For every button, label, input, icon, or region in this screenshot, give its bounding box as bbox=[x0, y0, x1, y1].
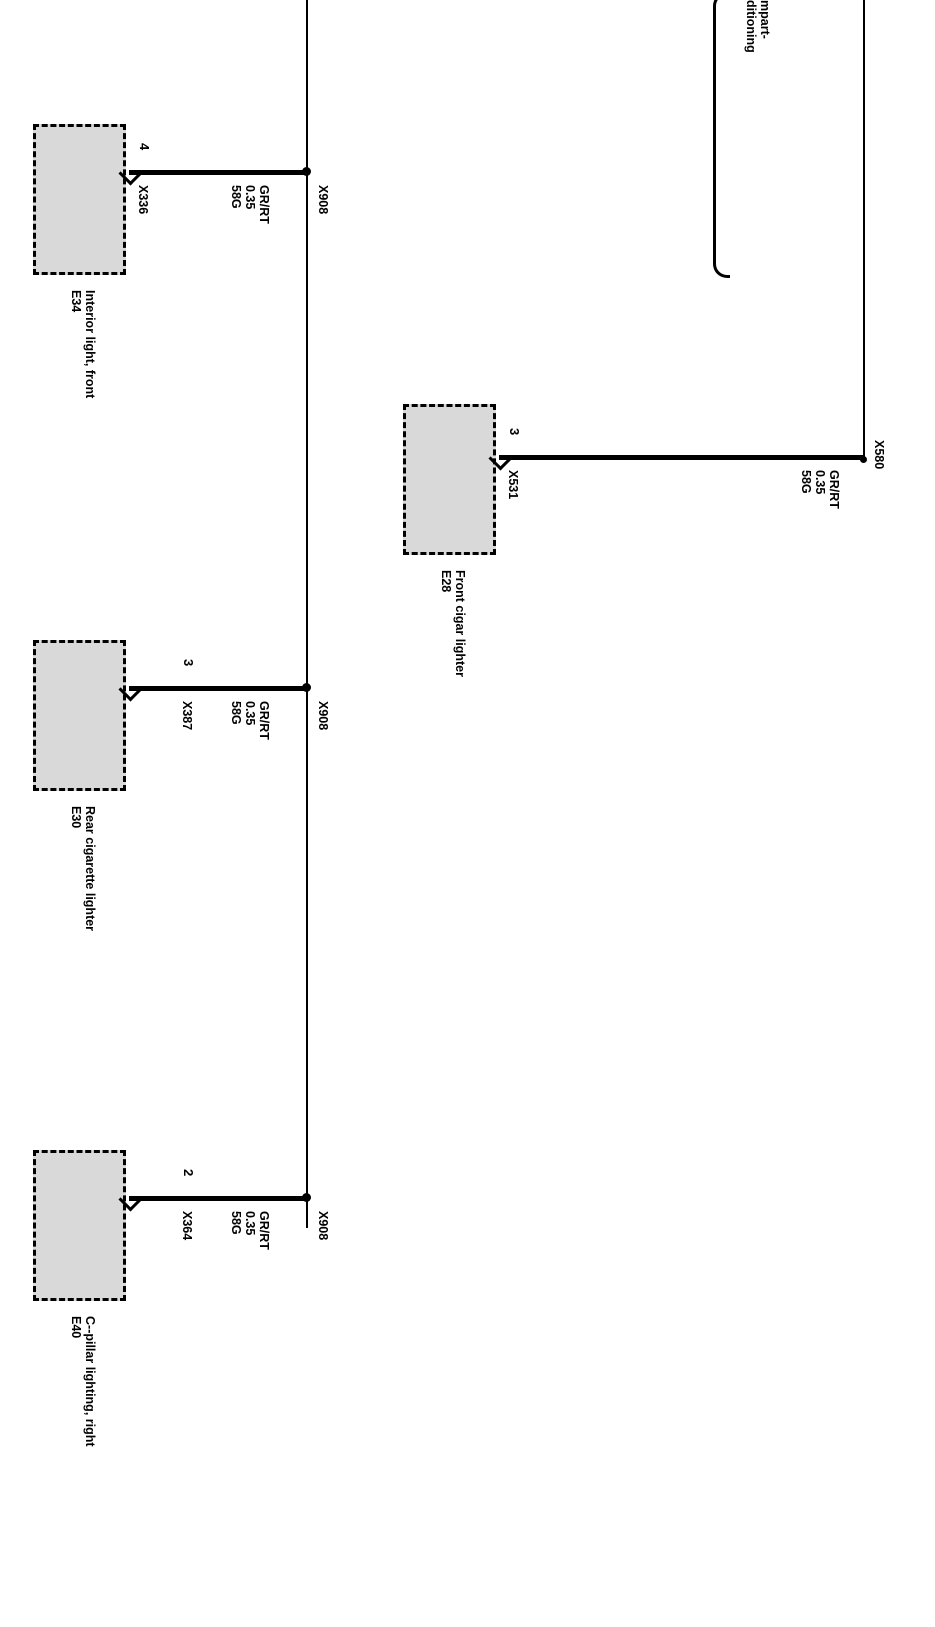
component-box-e28[interactable] bbox=[403, 404, 496, 555]
pin-number-e34: 4 bbox=[137, 143, 152, 151]
component-name-e30: Rear cigarette lighter bbox=[83, 806, 97, 932]
wire-color-e40: GR/RT bbox=[257, 1211, 271, 1250]
splice-label-x908-bottom: X908 bbox=[316, 1211, 330, 1241]
wire-color-e34: GR/RT bbox=[257, 185, 271, 224]
wire-size-e30: 0.35 bbox=[243, 701, 257, 726]
top-note-line2: ditioning bbox=[744, 0, 758, 53]
splice-label-x908-mid: X908 bbox=[316, 701, 330, 731]
wire-color-e28: GR/RT bbox=[827, 470, 841, 509]
component-box-e30[interactable] bbox=[33, 640, 126, 791]
note-bracket bbox=[713, 0, 730, 278]
wire-size-e34: 0.35 bbox=[243, 185, 257, 210]
component-name-e28: Front cigar lighter bbox=[453, 570, 467, 677]
component-name-e34: Interior light, front bbox=[83, 290, 97, 399]
splice-label-x908-top: X908 bbox=[316, 185, 330, 215]
pin-number-e30: 3 bbox=[181, 659, 196, 667]
wire-code-e40: 58G bbox=[229, 1211, 243, 1235]
component-box-e34[interactable] bbox=[33, 124, 126, 275]
component-id-e34: E34 bbox=[69, 290, 83, 313]
wire-e28 bbox=[499, 455, 864, 460]
splice-dot-e30 bbox=[302, 683, 311, 692]
connector-label-x531: X531 bbox=[506, 470, 520, 500]
component-name-e40: C--pillar lighting, right bbox=[83, 1316, 97, 1447]
wire-code-e30: 58G bbox=[229, 701, 243, 725]
wire-code-e34: 58G bbox=[229, 185, 243, 209]
connector-label-x387: X387 bbox=[180, 701, 194, 731]
top-note-line1: mpart- bbox=[758, 0, 772, 39]
wire-e40 bbox=[129, 1196, 307, 1201]
component-id-e28: E28 bbox=[439, 570, 453, 593]
connector-label-x364: X364 bbox=[180, 1211, 194, 1241]
splice-label-x580: X580 bbox=[872, 440, 886, 470]
wire-code-e28: 58G bbox=[799, 470, 813, 494]
pin-number-e40: 2 bbox=[181, 1169, 196, 1177]
wire-size-e40: 0.35 bbox=[243, 1211, 257, 1236]
main-bus-wire bbox=[306, 0, 308, 1228]
connector-label-x336: X336 bbox=[136, 185, 150, 215]
pin-number-e28: 3 bbox=[507, 428, 522, 436]
wire-e34 bbox=[129, 170, 307, 175]
wire-color-e30: GR/RT bbox=[257, 701, 271, 740]
component-id-e40: E40 bbox=[69, 1316, 83, 1339]
wire-e30 bbox=[129, 686, 307, 691]
splice-dot-e40 bbox=[302, 1193, 311, 1202]
wire-size-e28: 0.35 bbox=[813, 470, 827, 495]
right-bus-wire bbox=[863, 0, 865, 460]
component-id-e30: E30 bbox=[69, 806, 83, 829]
splice-dot-e34 bbox=[302, 167, 311, 176]
component-box-e40[interactable] bbox=[33, 1150, 126, 1301]
